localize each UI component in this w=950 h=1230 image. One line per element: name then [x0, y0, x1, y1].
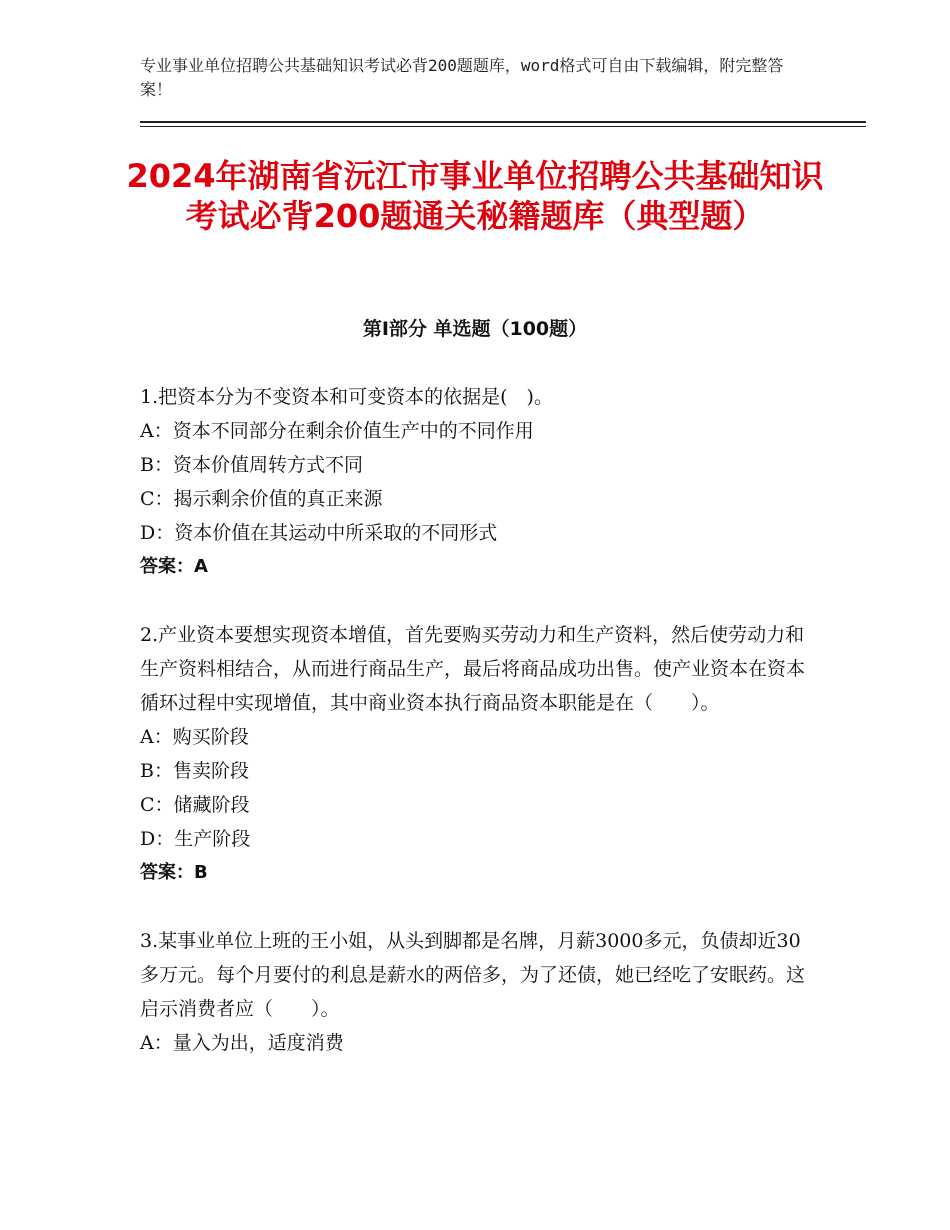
option-d: D：资本价值在其运动中所采取的不同形式	[140, 522, 498, 544]
question-stem: 3.某事业单位上班的王小姐，从头到脚都是名牌，月薪3000多元，负债却近30多万元。每个月要付的利息是薪水的两倍多，为了还债，她已经吃了安眠药。这启示消费者应（ ）。	[140, 930, 806, 1020]
question-stem: 1.把资本分为不变资本和可变资本的依据是( )。	[140, 386, 553, 408]
question-3	[140, 924, 805, 1060]
question-1	[140, 380, 805, 584]
header-rule-thick	[140, 121, 866, 123]
option-b: B：售卖阶段	[140, 760, 249, 782]
header-rule-thin	[140, 126, 866, 127]
question-stem: 2.产业资本要想实现资本增值，首先要购买劳动力和生产资料，然后使劳动力和生产资料相结合，从而进行商品生产，最后将商品成功出售。使产业资本在资本循环过程中实现增值，其中商业资本执行商品资本职能是在（ ）。	[140, 624, 806, 714]
question-2	[140, 618, 805, 890]
option-a: A：量入为出，适度消费	[140, 1032, 344, 1054]
document-title: 2024年湖南省沅江市事业单位招聘公共基础知识考试必背200题通关秘籍题库（典型题）	[126, 157, 824, 235]
answer-line: 答案：A	[140, 556, 208, 577]
option-b: B：资本价值周转方式不同	[140, 454, 363, 476]
header-note: 专业事业单位招聘公共基础知识考试必背200题题库，word格式可自由下载编辑，附完整答案！	[140, 56, 784, 99]
option-a: A：资本不同部分在剩余价值生产中的不同作用	[140, 420, 534, 442]
option-c: C：储藏阶段	[140, 794, 250, 816]
option-a: A：购买阶段	[140, 726, 249, 748]
option-c: C：揭示剩余价值的真正来源	[140, 488, 383, 510]
option-d: D：生产阶段	[140, 828, 251, 850]
question-list	[140, 380, 805, 1094]
part-title: 第Ⅰ部分 单选题（100题）	[362, 318, 588, 340]
answer-line: 答案：B	[140, 862, 208, 883]
